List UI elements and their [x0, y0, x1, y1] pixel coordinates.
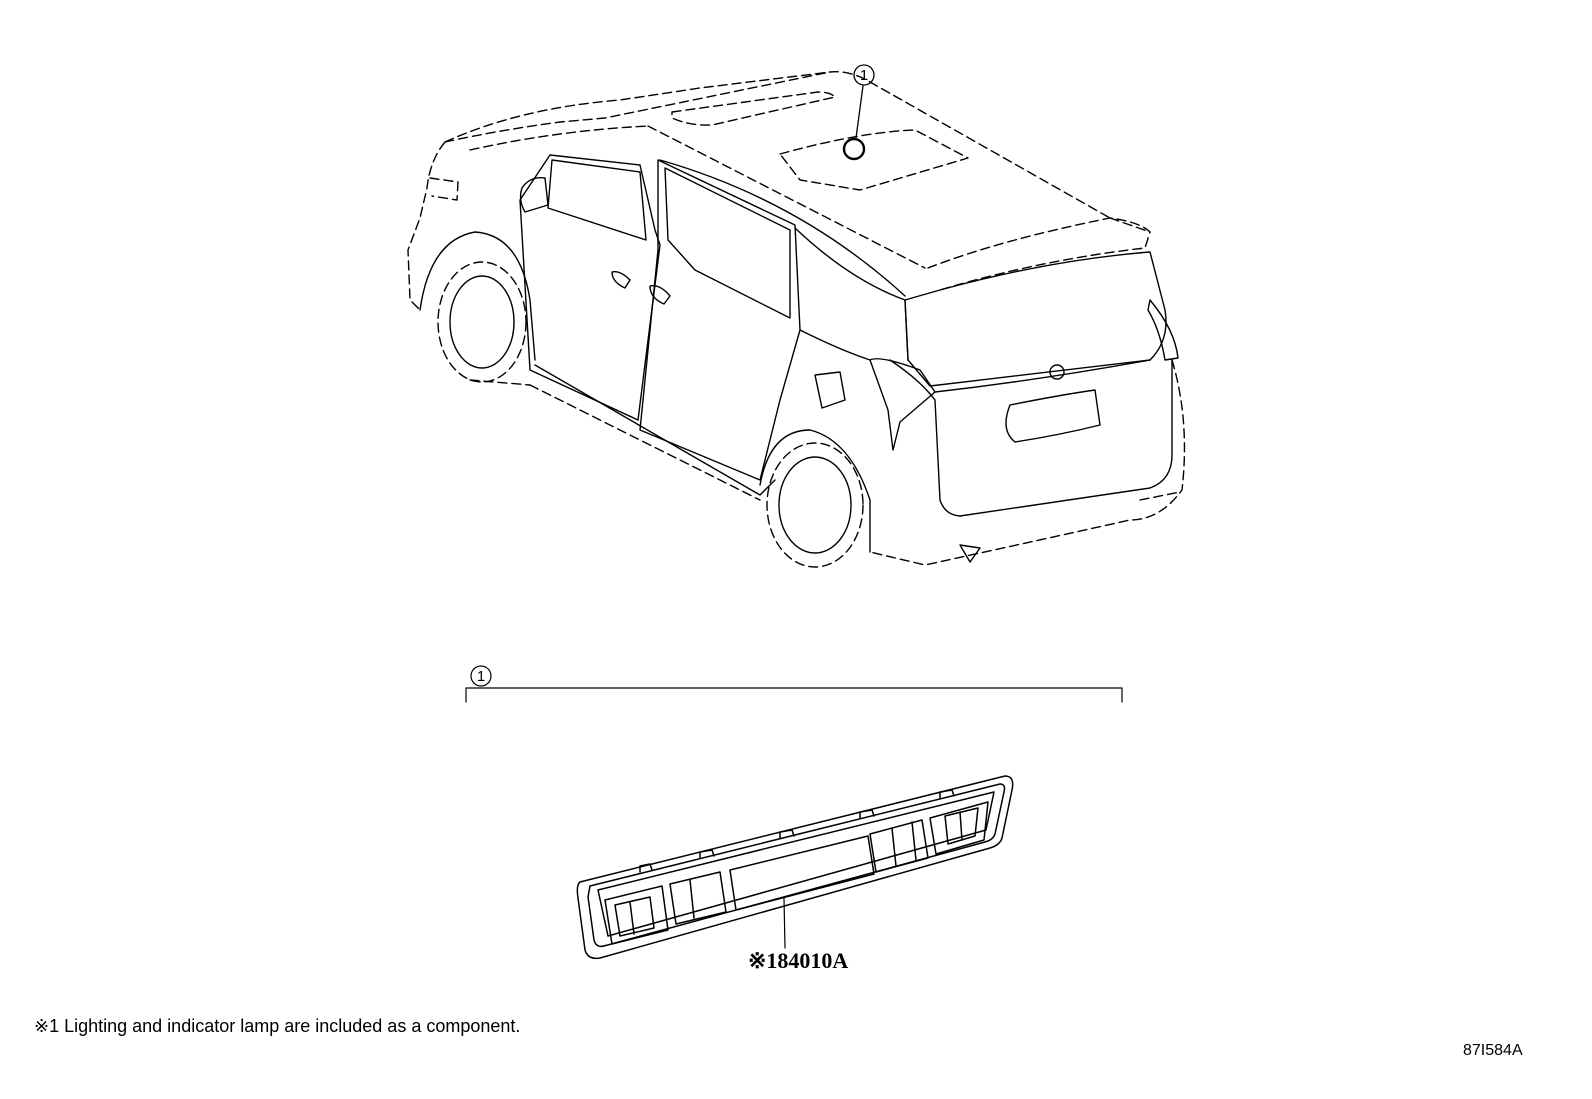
footnote-text: ※1 Lighting and indicator lamp are included as a component.	[34, 1016, 521, 1036]
part-number-label: ※184010A	[748, 948, 849, 973]
vehicle-illustration	[408, 72, 1184, 567]
group-bracket	[466, 666, 1122, 702]
callout-number-bracket: 1	[476, 668, 486, 685]
callout-number-vehicle: 1	[859, 67, 869, 84]
roof-lamp-assembly	[577, 776, 1012, 958]
illustration-code: 87I584A	[1463, 1042, 1523, 1059]
